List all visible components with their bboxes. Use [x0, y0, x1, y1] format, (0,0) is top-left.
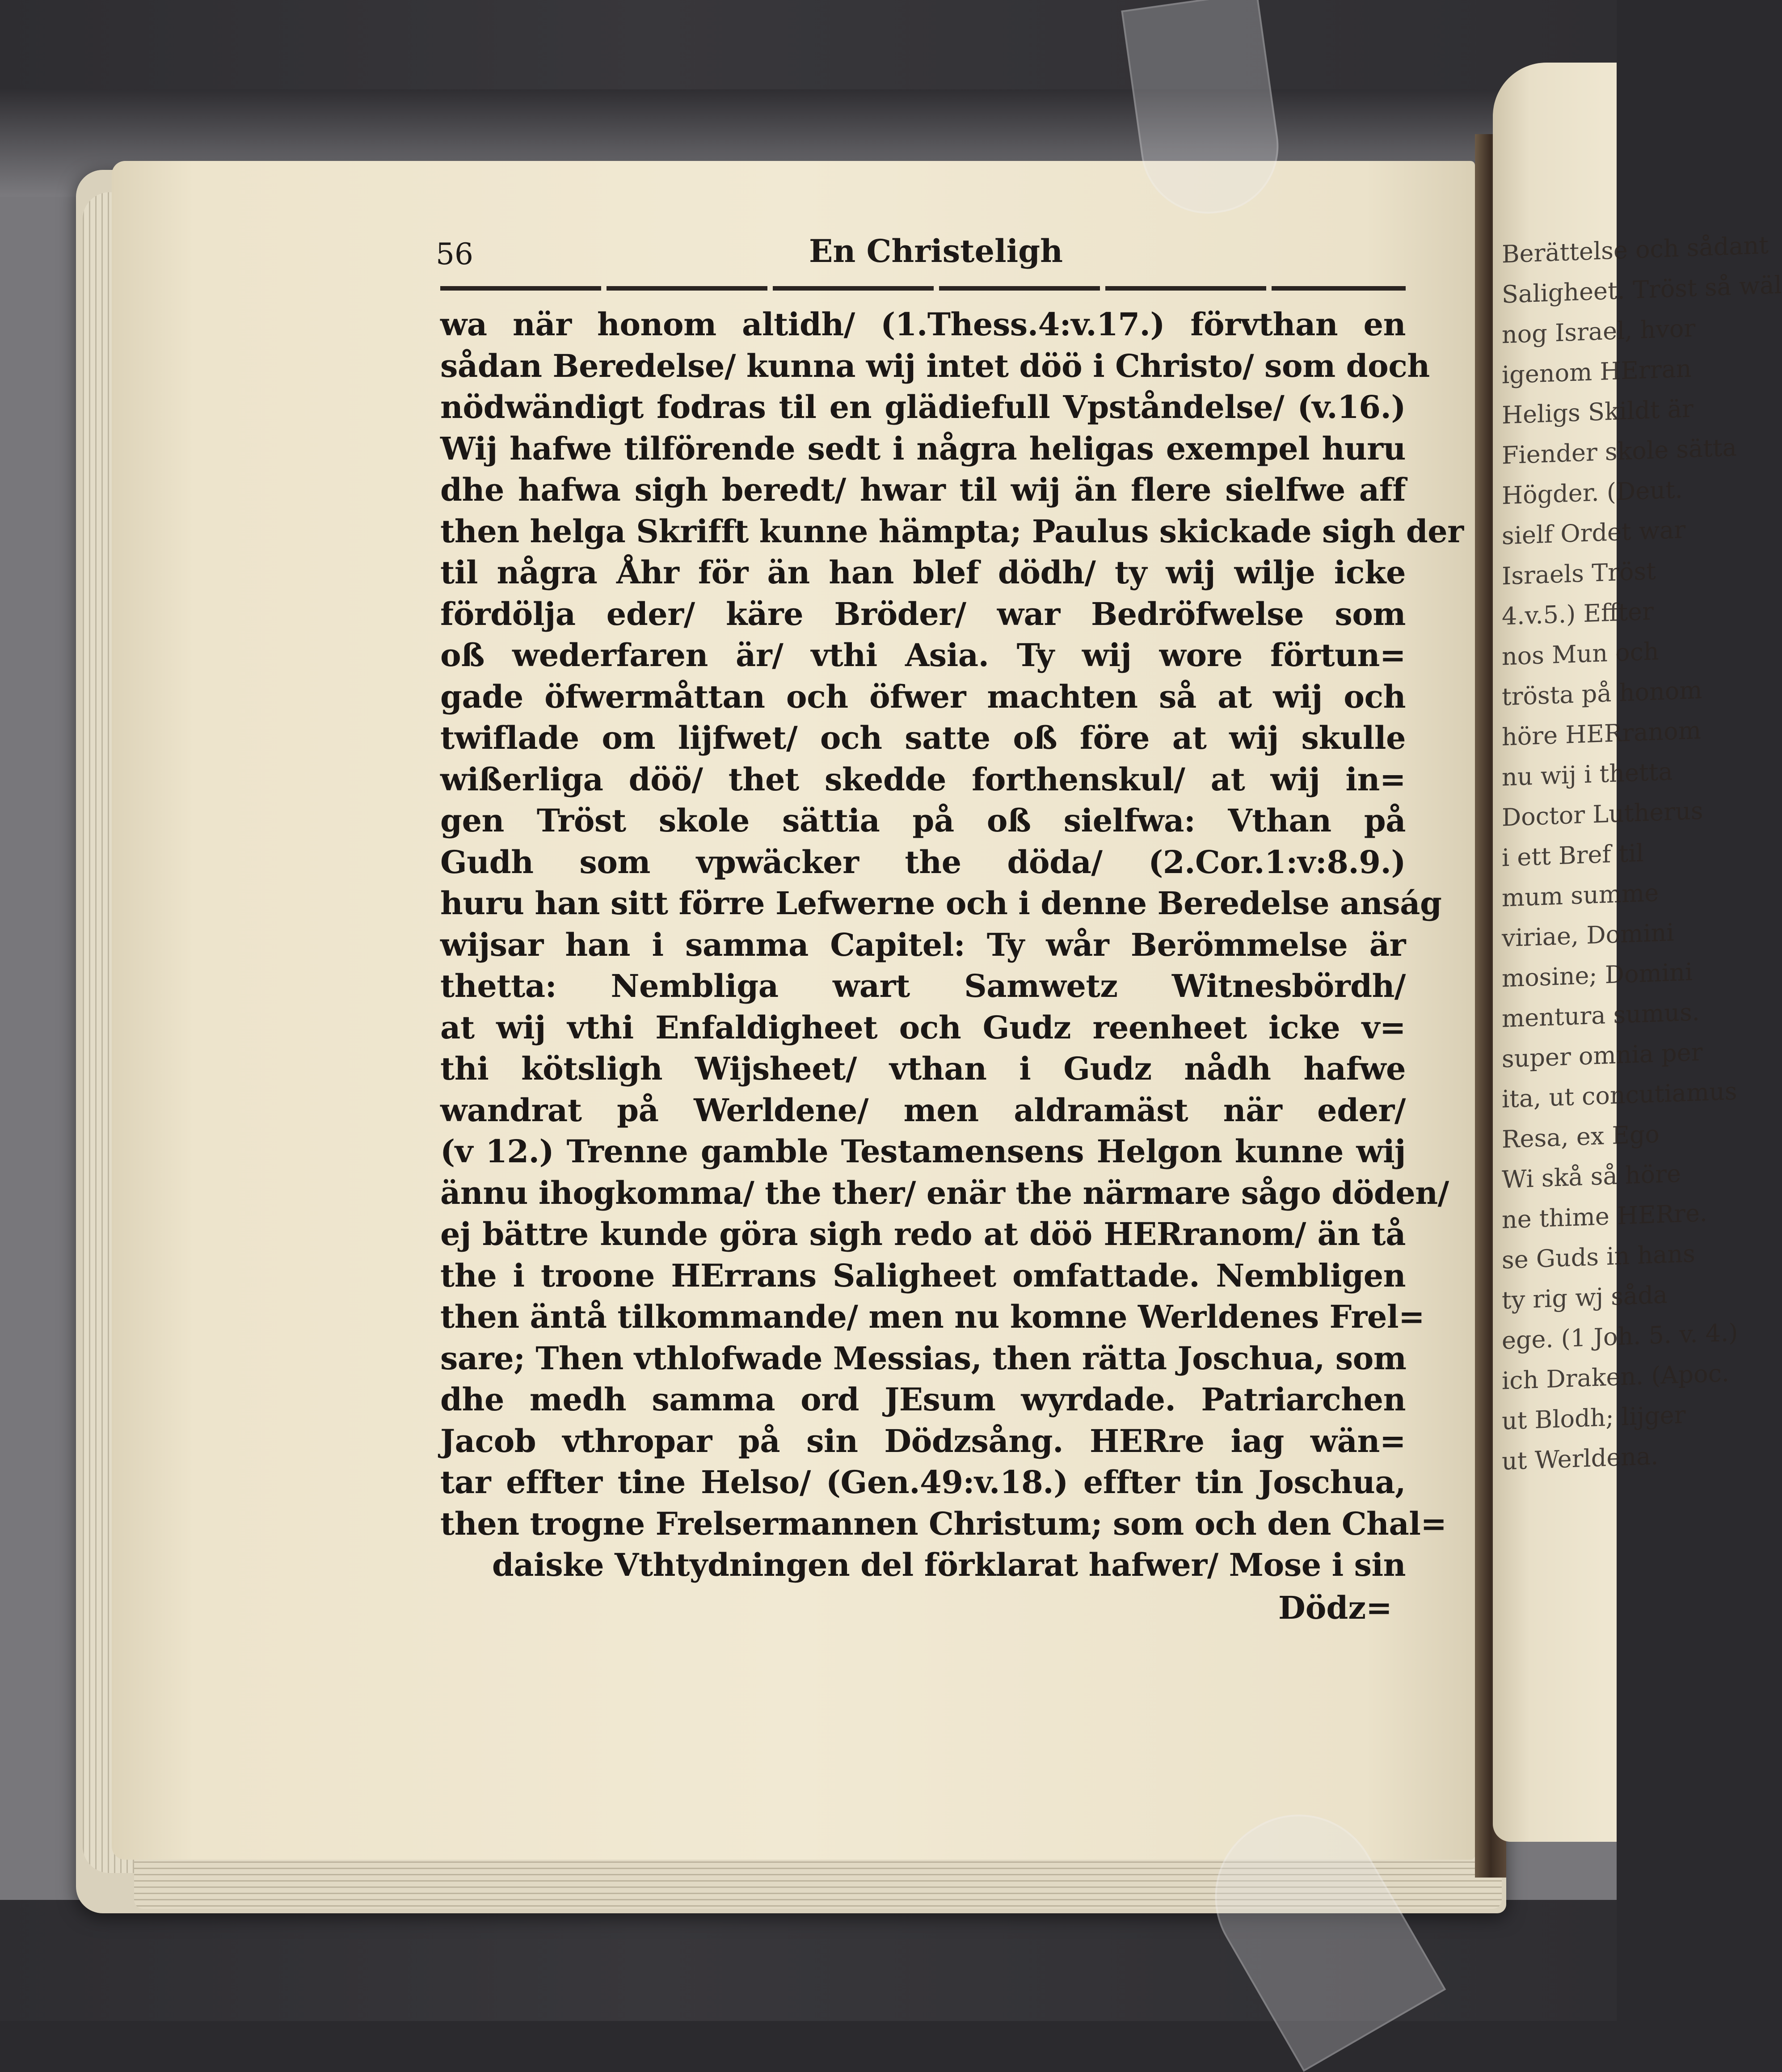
facing-text-line: ut Blodh; lijger	[1502, 1401, 1686, 1435]
page-number: 56	[436, 237, 473, 271]
facing-text-line: ege. (1 Joh. 5. v. 4.)	[1502, 1318, 1738, 1355]
facing-text-line: mentura sumus.	[1502, 998, 1700, 1033]
page-body-text	[440, 304, 1464, 1586]
text-line: wißerliga döö/ thet skedde forthenskul/ at wij in=	[440, 760, 1406, 798]
text-line: wijsar han i samma Capitel: Ty wår Berömmelse är	[440, 926, 1406, 963]
text-line: oß wederfaren är/ vthi Asia. Ty wij wore förtun=	[440, 637, 1406, 674]
text-line: tar effter tine Helso/ (Gen.49:v.18.) effter tin Joschua,	[440, 1464, 1406, 1501]
text-line: Wij hafwe tilförende sedt i några heligas exempel huru	[440, 430, 1406, 467]
facing-text-line: höre HERranom	[1502, 716, 1701, 751]
facing-text-line: se Guds in hans	[1502, 1239, 1695, 1274]
facing-text-line: igenom HErran	[1502, 354, 1692, 389]
facing-text-line: i ett Bref til	[1502, 839, 1644, 872]
text-line: gen Tröst skole sättia på oß sielfwa: Vthan på	[440, 802, 1406, 839]
text-line: sare; Then vthlofwade Messias, then rätta Joschua, som	[440, 1339, 1407, 1377]
running-title: En Christeligh	[809, 232, 1063, 270]
text-line: at wij vthi Enfaldigheet och Gudz reenheet icke v=	[440, 1009, 1406, 1046]
facing-text-line: Högder. (Deut.	[1502, 475, 1683, 510]
facing-text-line: ut Werldena.	[1502, 1442, 1659, 1476]
facing-text-line: Wi skå så höre	[1502, 1159, 1681, 1194]
facing-text-line: ne thime HERre.	[1502, 1198, 1708, 1234]
text-line: ännu ihogkomma/ the ther/ enär the närmare sågo döden/	[440, 1174, 1449, 1211]
text-line: huru han sitt förre Lefwerne och i denne Beredelse anság	[440, 885, 1442, 922]
text-line: wa när honom altidh/ (1.Thess.4:v.17.) förvthan en	[440, 306, 1406, 343]
facing-text-line: sielf Ordet war	[1502, 515, 1686, 550]
text-line: dhe medh samma ord JEsum wyrdade. Patriarchen	[440, 1381, 1406, 1418]
facing-text-line: nog Israel, hvor	[1502, 314, 1696, 349]
facing-text-line: Resa, ex Ego	[1502, 1120, 1660, 1154]
text-line: wandrat på Werldene/ men aldramäst när eder/	[440, 1091, 1406, 1129]
facing-text-line: Saligheet. Tröst så wäl	[1502, 270, 1782, 309]
facing-text-line: trösta på honom	[1502, 675, 1702, 711]
text-line: thetta: Nembliga wart Samwetz Witnesbördh/	[440, 967, 1406, 1004]
right-page-text	[1502, 231, 1782, 1665]
text-line: Jacob vthropar på sin Dödzsång. HERre iag wän=	[440, 1422, 1406, 1460]
text-line: sådan Beredelse/ kunna wij intet döö i Christo/ som doch	[440, 347, 1430, 384]
facing-text-line: ich Draken. (Apoc.	[1502, 1359, 1730, 1395]
facing-text-line: ita, ut concutiamus	[1502, 1077, 1737, 1114]
text-line: Gudh som vpwäcker the döda/ (2.Cor.1:v:8.9.)	[440, 843, 1406, 881]
text-line: then trogne Frelsermannen Christum; som och den Chal=	[440, 1505, 1447, 1542]
text-line: daiske Vthtydningen del förklarat hafwer/ Mose i sin	[492, 1546, 1406, 1583]
facing-text-line: mum summe	[1502, 878, 1659, 912]
text-line: dhe hafwa sigh beredt/ hwar til wij än flere sielfwe aff	[440, 471, 1406, 508]
text-line: til några Åhr för än han blef dödh/ ty wij wilje icke	[440, 554, 1406, 591]
catchword: Dödz=	[1278, 1589, 1392, 1626]
facing-text-line: Fiender skole sätta	[1502, 433, 1737, 470]
text-line: then äntå tilkommande/ men nu komne Werldenes Frel=	[440, 1298, 1425, 1335]
text-line: (v 12.) Trenne gamble Testamensens Helgon kunne wij	[440, 1133, 1406, 1170]
facing-text-line: nu wij i thetta	[1502, 757, 1673, 792]
facing-text-line: 4.v.5.) Effter	[1502, 597, 1654, 631]
header-rule	[440, 286, 1406, 291]
facing-text-line: Berättelse och sådant	[1502, 231, 1769, 269]
facing-text-line: mosine; Domini	[1502, 958, 1693, 993]
facing-text-line: super omnia per	[1502, 1038, 1703, 1073]
facing-text-line: Heligs Skildt är	[1502, 394, 1694, 430]
facing-text-line: nos Mun och	[1502, 637, 1659, 671]
text-line: then helga Skrifft kunne hämpta; Paulus skickade sigh der	[440, 512, 1464, 550]
text-line: fördölja eder/ käre Bröder/ war Bedröfwelse som	[440, 595, 1406, 633]
facing-text-line: ty rig wj såda	[1502, 1280, 1668, 1315]
facing-text-line: Israels Tröst	[1502, 557, 1656, 591]
facing-text-line: viriae, Domini	[1502, 918, 1674, 953]
text-line: the i troone HErrans Saligheet omfattade. Nembligen	[440, 1257, 1406, 1294]
text-line: twiflade om lijfwet/ och satte oß före at wij skulle	[440, 719, 1406, 756]
text-line: thi kötsligh Wijsheet/ vthan i Gudz nådh hafwe	[440, 1050, 1406, 1087]
text-line: gade öfwermåttan och öfwer machten så at wij och	[440, 678, 1406, 715]
facing-text-line: Doctor Lutherus	[1502, 796, 1703, 832]
text-line: ej bättre kunde göra sigh redo at döö HERranom/ än tå	[440, 1215, 1406, 1253]
text-line: nödwändigt fodras til en glädiefull Vpståndelse/ (v.16.)	[440, 388, 1406, 426]
